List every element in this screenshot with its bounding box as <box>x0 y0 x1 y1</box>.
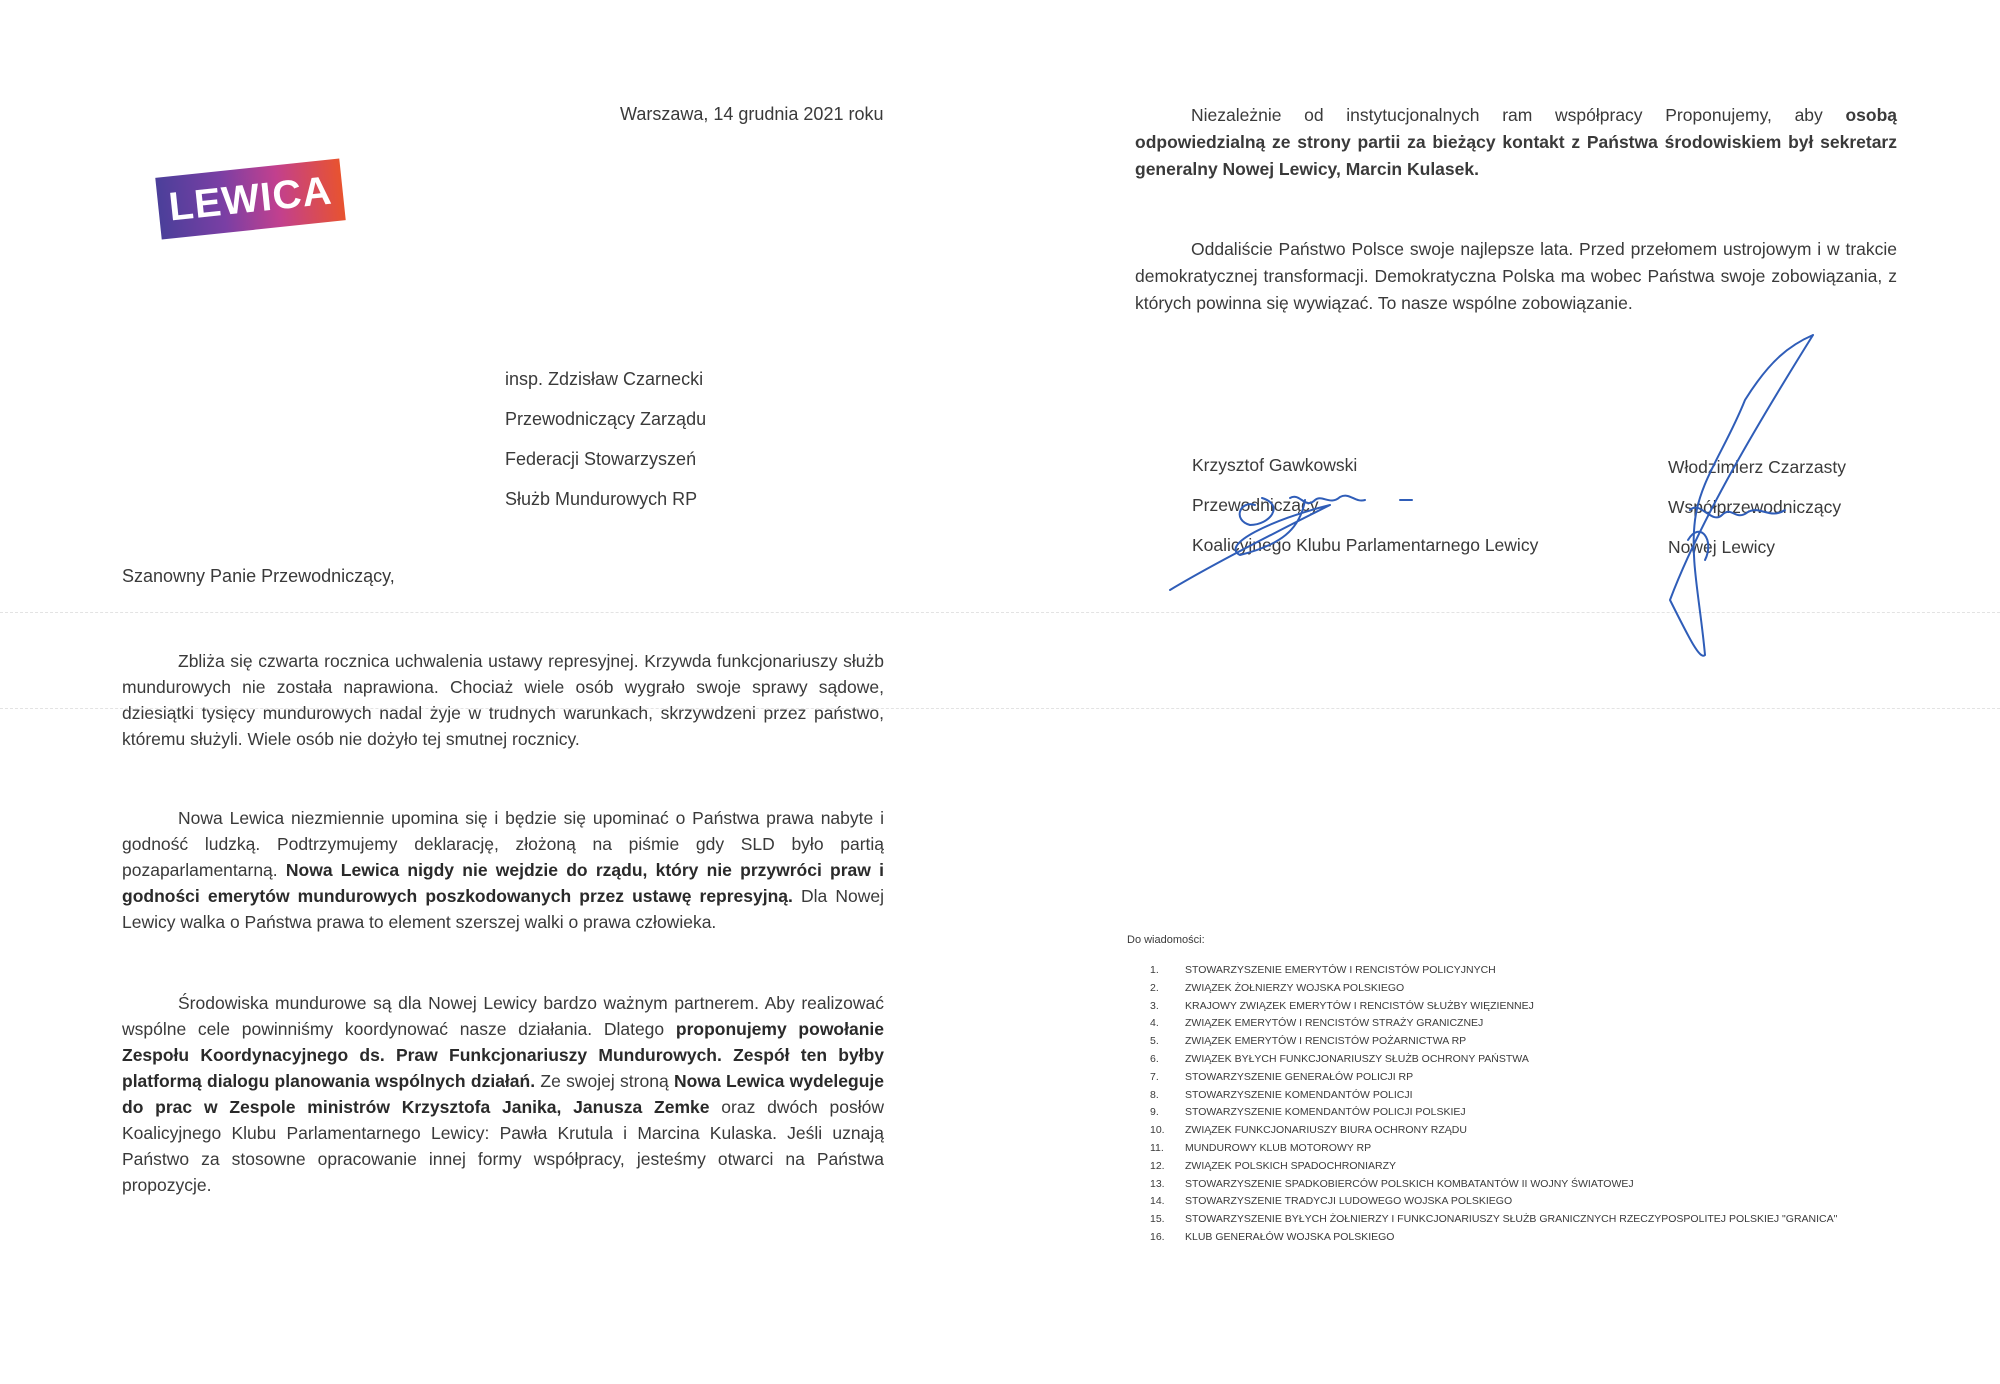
cc-item <box>1150 1176 1837 1194</box>
cc-number: 2. <box>1150 981 1159 994</box>
cc-org: ZWIĄZEK BYŁYCH FUNKCJONARIUSZY SŁUŻB OCHRONY PAŃSTWA <box>1185 1052 1529 1065</box>
cc-number: 4. <box>1150 1017 1159 1030</box>
cc-item <box>1150 1229 1837 1247</box>
cc-number: 5. <box>1150 1035 1159 1048</box>
paragraph-2 <box>122 805 884 935</box>
cc-list <box>1150 962 1837 1247</box>
cc-org: STOWARZYSZENIE SPADKOBIERCÓW POLSKICH KOMBATANTÓW II WOJNY ŚWIATOWEJ <box>1185 1177 1634 1190</box>
cc-title: Do wiadomości: <box>1127 934 1205 946</box>
cc-org: ZWIĄZEK ŻOŁNIERZY WOJSKA POLSKIEGO <box>1185 981 1405 994</box>
addressee-line: insp. Zdzisław Czarnecki <box>505 369 704 389</box>
paragraph-1 <box>122 648 884 752</box>
signer-1-org: Koalicyjnego Klubu Parlamentarnego Lewicy <box>1192 535 1539 555</box>
paragraph-2-text: Nowa Lewica niezmiennie upomina się i będzie się upominać o Państwa prawa nabyte i godność ludzką. Podtrzymujemy deklarację, złożoną na piśmie gdy SLD było partią pozaparlamentarną. <box>122 808 884 880</box>
cc-number: 7. <box>1150 1070 1159 1083</box>
cc-org: ZWIĄZEK POLSKICH SPADOCHRONIARZY <box>1185 1159 1396 1172</box>
paragraph-1-text: Zbliża się czwarta rocznica uchwalenia ustawy represyjnej. Krzywda funkcjonariuszy służb mundurowych nie została naprawiona. Chociaż wiele osób wygrało swoje sprawy sądowe, dziesiątki tysięcy mundurowych nadal żyje w trudnych warunkach, skrzywdzeni przez państwo, któremu służyli. Wiele osób nie dożyło tej smutnej rocznicy. <box>122 651 884 749</box>
salutation: Szanowny Panie Przewodniczący, <box>122 566 395 586</box>
letter-date: Warszawa, 14 grudnia 2021 roku <box>620 104 884 124</box>
cc-item <box>1150 1069 1837 1087</box>
cc-item <box>1150 962 1837 980</box>
paragraph-3-text-end: oraz dwóch posłów Koalicyjnego Klubu Parlamentarnego Lewicy: Pawła Krutula i Marcina Kulaska. Jeśli uznają Państwo za stosowne opracowanie innej formy współpracy, jesteśmy otwarci na Państwa propozycje. <box>122 1097 884 1195</box>
logo-text: LEWICA <box>166 168 335 229</box>
cc-number: 8. <box>1150 1088 1159 1101</box>
signer-2-org: Nowej Lewicy <box>1668 537 1775 557</box>
addressee-line: Służb Mundurowych RP <box>505 489 698 509</box>
cc-number: 15. <box>1150 1213 1165 1226</box>
cc-org: STOWARZYSZENIE BYŁYCH ŻOŁNIERZY I FUNKCJONARIUSZY SŁUŻB GRANICZNYCH RZECZYPOSPOLITEJ POLSKIEJ "GRANICA" <box>1185 1213 1838 1226</box>
cc-item <box>1150 1087 1837 1105</box>
cc-org: STOWARZYSZENIE KOMENDANTÓW POLICJI POLSKIEJ <box>1185 1106 1466 1119</box>
cc-item <box>1150 1158 1837 1176</box>
cc-org: ZWIĄZEK FUNKCJONARIUSZY BIURA OCHRONY RZĄDU <box>1185 1124 1467 1137</box>
cc-item <box>1150 998 1837 1016</box>
cc-item <box>1150 1140 1837 1158</box>
addressee-block <box>505 368 706 528</box>
cc-org: STOWARZYSZENIE GENERAŁÓW POLICJI RP <box>1185 1070 1414 1083</box>
addressee-line: Przewodniczący Zarządu <box>505 409 707 429</box>
paragraph-4-text: Niezależnie od instytucjonalnych ram współpracy Proponujemy, aby <box>1191 105 1846 125</box>
cc-number: 10. <box>1150 1124 1165 1137</box>
cc-item <box>1150 1104 1837 1122</box>
addressee-line: Federacji Stowarzyszeń <box>505 449 697 469</box>
cc-number: 12. <box>1150 1159 1165 1172</box>
cc-org: STOWARZYSZENIE EMERYTÓW I RENCISTÓW POLICYJNYCH <box>1185 964 1496 976</box>
cc-item <box>1150 980 1837 998</box>
cc-item <box>1150 1033 1837 1051</box>
cc-item <box>1150 1015 1837 1033</box>
cc-number: 16. <box>1150 1230 1165 1243</box>
signer-1-name: Krzysztof Gawkowski <box>1192 455 1358 475</box>
cc-org: MUNDUROWY KLUB MOTOROWY RP <box>1185 1141 1372 1154</box>
cc-number: 9. <box>1150 1106 1159 1119</box>
cc-org: ZWIĄZEK EMERYTÓW I RENCISTÓW STRAŻY GRANICZNEJ <box>1185 1017 1484 1030</box>
cc-number: 11. <box>1150 1141 1164 1154</box>
cc-item <box>1150 1051 1837 1069</box>
cc-item <box>1150 1193 1837 1211</box>
paragraph-5 <box>1135 236 1897 317</box>
cc-org: STOWARZYSZENIE KOMENDANTÓW POLICJI <box>1185 1088 1413 1101</box>
cc-org: STOWARZYSZENIE TRADYCJI LUDOWEGO WOJSKA POLSKIEGO <box>1185 1195 1513 1208</box>
cc-number: 3. <box>1150 999 1159 1012</box>
cc-item <box>1150 1211 1837 1229</box>
cc-number: 6. <box>1150 1052 1159 1065</box>
cc-number: 13. <box>1150 1177 1165 1190</box>
paragraph-3-text: Środowiska mundurowe są dla Nowej Lewicy bardzo ważnym partnerem. Aby realizować wspólne cele powinniśmy koordynować nasze działania. Dlatego <box>122 993 884 1039</box>
lewica-logo <box>155 159 345 240</box>
paragraph-5-text: Oddaliście Państwo Polsce swoje najlepsze lata. Przed przełomem ustrojowym i w trakcie demokratycznej transformacji. Demokratyczna Polska ma wobec Państwa swoje zobowiązania, z których powinna się wywiązać. To nasze wspólne zobowiązanie. <box>1135 239 1897 313</box>
signer-1-block <box>1192 454 1538 574</box>
paragraph-2-text-end: Dla Nowej Lewicy walka o Państwa prawa to element szerszej walki o prawa człowieka. <box>122 886 884 932</box>
cc-org: ZWIĄZEK EMERYTÓW I RENCISTÓW POŻARNICTWA RP <box>1185 1035 1467 1048</box>
cc-org: KLUB GENERAŁÓW WOJSKA POLSKIEGO <box>1185 1230 1395 1243</box>
cc-number: 1. <box>1150 964 1159 976</box>
paragraph-3-bold-2: Nowa Lewica wydeleguje do prac w Zespole ministrów Krzysztofa Janika, Janusza Zemke <box>122 1071 884 1117</box>
signer-2-name: Włodzimierz Czarzasty <box>1668 457 1846 477</box>
cc-org: KRAJOWY ZWIĄZEK EMERYTÓW I RENCISTÓW SŁUŻBY WIĘZIENNEJ <box>1185 999 1534 1012</box>
signer-2-title: Współprzewodniczący <box>1668 497 1842 517</box>
cc-number: 14. <box>1150 1195 1165 1208</box>
letter-page-2 <box>1000 0 2000 1384</box>
signer-2-block <box>1668 456 1846 576</box>
paragraph-3-text-mid: Ze swojej stroną <box>535 1071 674 1091</box>
signer-1-title: Przewodniczący <box>1192 495 1319 515</box>
paragraph-3 <box>122 990 884 1198</box>
cc-item <box>1150 1122 1837 1140</box>
paragraph-3-bold: proponujemy powołanie Zespołu Koordynacyjnego ds. Praw Funkcjonariuszy Mundurowych. Zespół ten byłby platformą dialogu planowania wspólnych działań. <box>122 1019 884 1091</box>
paragraph-2-bold: Nowa Lewica nigdy nie wejdzie do rządu, który nie przywróci praw i godności emerytów mundurowych poszkodowanych przez ustawę represyjną. <box>122 860 884 906</box>
paragraph-4-bold: osobą odpowiedzialną ze strony partii za bieżący kontakt z Państwa środowiskiem był sekretarz generalny Nowej Lewicy, Marcin Kulasek. <box>1135 105 1897 179</box>
paragraph-4 <box>1135 102 1897 183</box>
